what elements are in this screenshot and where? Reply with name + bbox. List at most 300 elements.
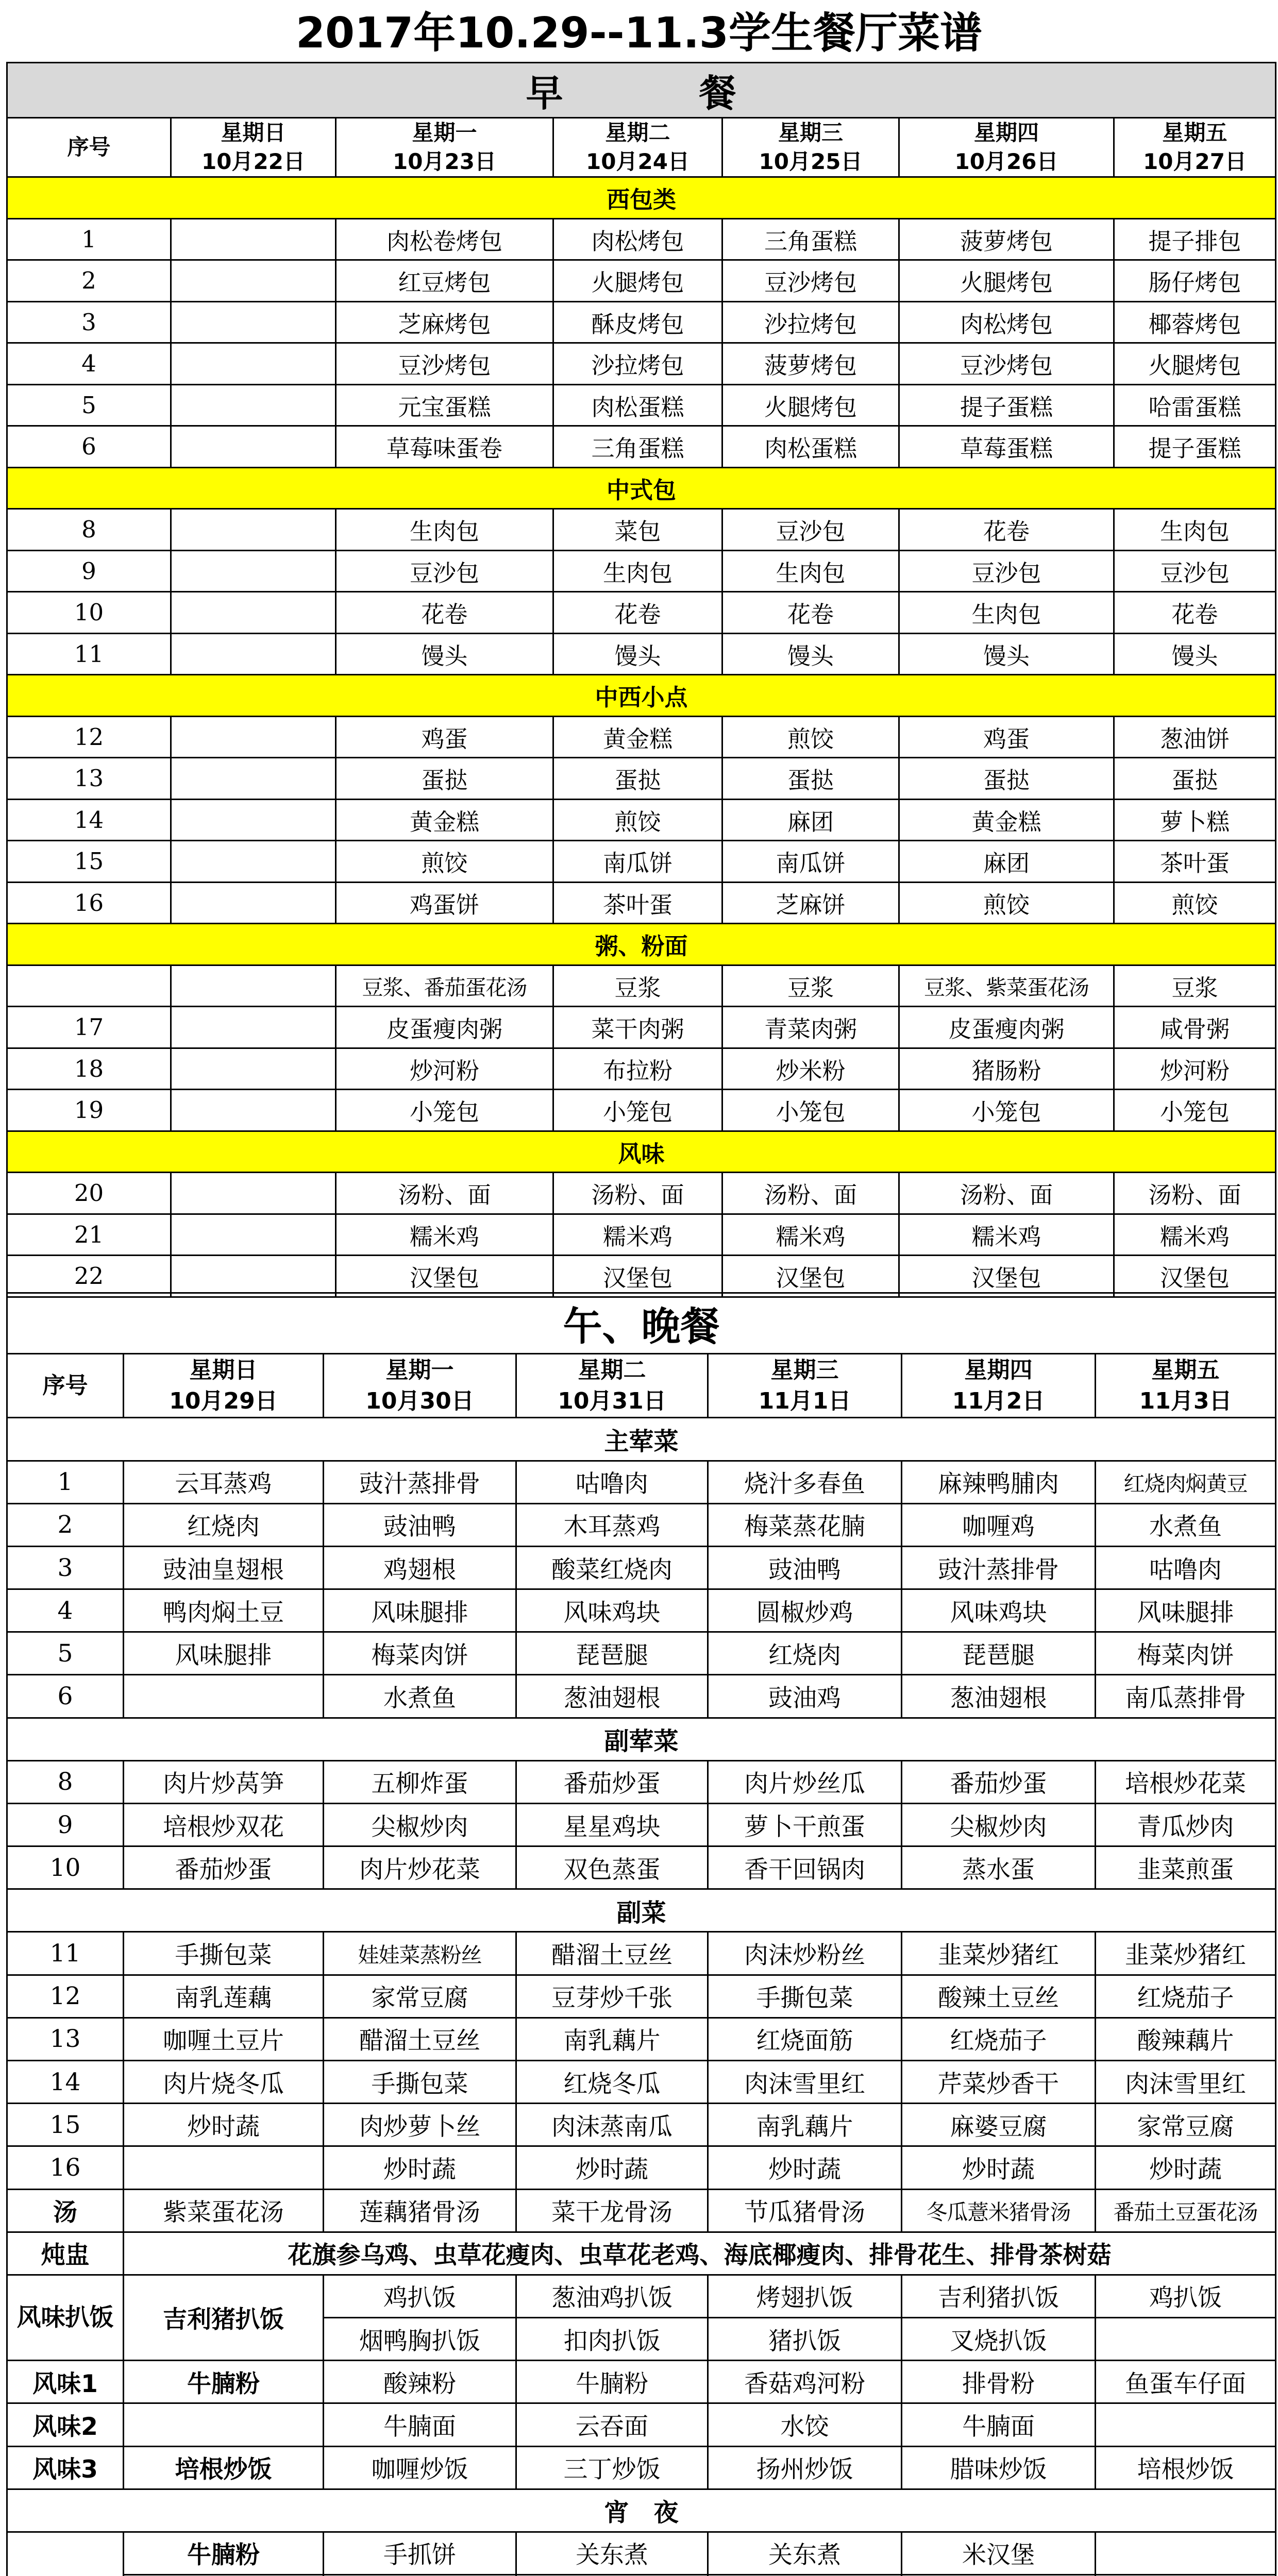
breakfast-header-col-6-date: 10月27日 bbox=[1143, 149, 1247, 174]
menu-cell: 鸡扒饭 bbox=[324, 2275, 516, 2317]
row-number: 4 bbox=[7, 1589, 124, 1632]
breakfast-category-row bbox=[7, 177, 1276, 219]
menu-cell: 菠萝烤包 bbox=[899, 218, 1114, 260]
menu-cell: 番茄炒蛋 bbox=[516, 1760, 708, 1803]
breakfast-header-col-3-date: 10月24日 bbox=[586, 149, 690, 174]
lunch-item-row bbox=[7, 1675, 1276, 1718]
menu-cell: 菜包 bbox=[553, 509, 722, 551]
menu-cell: 肉片炒丝瓜 bbox=[708, 1760, 902, 1803]
menu-cell: 咕噜肉 bbox=[516, 1461, 708, 1503]
menu-cell: 烤翅扒饭 bbox=[708, 2275, 902, 2317]
menu-cell: 韭菜炒猪红 bbox=[902, 1932, 1096, 1975]
menu-cell: 风味腿排 bbox=[1096, 1589, 1276, 1632]
soup-cell: 番茄土豆蛋花汤 bbox=[1096, 2189, 1276, 2232]
menu-cell: 红烧茄子 bbox=[902, 2018, 1096, 2060]
lunch-section-row bbox=[7, 1293, 1276, 1354]
lunch-category-label: 副菜 bbox=[7, 1889, 1276, 1932]
row-number: 4 bbox=[7, 343, 171, 385]
breakfast-category-label: 中西小点 bbox=[7, 675, 1276, 717]
lunch-header-col-2-date: 10月30日 bbox=[365, 1387, 474, 1414]
menu-cell: 豆沙烤包 bbox=[899, 343, 1114, 385]
menu-cell: 皮蛋瘦肉粥 bbox=[336, 1007, 553, 1048]
lunch-item-row bbox=[7, 1932, 1276, 1975]
menu-cell: 豆沙包 bbox=[722, 509, 899, 551]
menu-cell: 豆芽炒千张 bbox=[516, 1975, 708, 2018]
menu-cell: 烟鸭胸扒饭 bbox=[324, 2318, 516, 2361]
row-number: 17 bbox=[7, 1007, 171, 1048]
menu-cell: 糯米鸡 bbox=[899, 1214, 1114, 1256]
flavor1-row bbox=[7, 2361, 1276, 2403]
row-number: 22 bbox=[7, 1256, 171, 1297]
menu-cell: 火腿烤包 bbox=[899, 260, 1114, 302]
row-number: 16 bbox=[7, 882, 171, 924]
flavor1-name: 牛腩粉 bbox=[124, 2361, 324, 2403]
menu-cell bbox=[171, 758, 336, 800]
lunch-header-col-4 bbox=[708, 1353, 902, 1418]
row-number: 18 bbox=[7, 1048, 171, 1090]
menu-cell: 炒时蔬 bbox=[516, 2146, 708, 2189]
menu-cell: 琵琶腿 bbox=[902, 1632, 1096, 1675]
menu-cell: 花卷 bbox=[899, 509, 1114, 551]
soup-cell: 莲藕猪骨汤 bbox=[324, 2189, 516, 2232]
menu-cell bbox=[171, 1173, 336, 1214]
lunch-section-title: 午、晚餐 bbox=[7, 1293, 1276, 1354]
menu-cell: 咸骨粥 bbox=[1114, 1007, 1276, 1048]
row-number: 11 bbox=[7, 1932, 124, 1975]
night-item-name: 牛腩粉 bbox=[124, 2532, 324, 2574]
menu-cell bbox=[171, 1090, 336, 1131]
flavor-rice-name: 吉利猪扒饭 bbox=[124, 2275, 324, 2360]
menu-cell: 肉松卷烤包 bbox=[336, 218, 553, 260]
menu-cell: 茶叶蛋 bbox=[553, 882, 722, 924]
menu-cell bbox=[171, 1007, 336, 1048]
menu-cell: 炒时蔬 bbox=[1096, 2146, 1276, 2189]
menu-cell: 咖喱土豆片 bbox=[124, 2018, 324, 2060]
menu-cell: 扬州炒饭 bbox=[708, 2446, 902, 2489]
breakfast-section-row bbox=[7, 63, 1276, 118]
lunch-header-col-3 bbox=[516, 1353, 708, 1418]
menu-cell: 红烧肉 bbox=[124, 1503, 324, 1546]
menu-cell: 炒河粉 bbox=[336, 1048, 553, 1090]
breakfast-header-col-1 bbox=[171, 118, 336, 177]
menu-cell: 煎饺 bbox=[336, 841, 553, 883]
breakfast-item-row bbox=[7, 965, 1276, 1007]
menu-cell: 红烧面筋 bbox=[708, 2018, 902, 2060]
breakfast-item-row bbox=[7, 301, 1276, 343]
row-number: 2 bbox=[7, 260, 171, 302]
menu-cell: 生肉包 bbox=[899, 592, 1114, 634]
menu-cell: 培根炒饭 bbox=[1096, 2446, 1276, 2489]
row-number: 10 bbox=[7, 592, 171, 634]
soup-label: 汤 bbox=[7, 2189, 124, 2232]
menu-cell: 红烧冬瓜 bbox=[516, 2060, 708, 2103]
stew-label: 炖盅 bbox=[7, 2232, 124, 2275]
breakfast-item-row bbox=[7, 841, 1276, 883]
breakfast-item-row bbox=[7, 1007, 1276, 1048]
menu-cell: 煎饺 bbox=[722, 716, 899, 758]
menu-cell: 关东煮 bbox=[708, 2532, 902, 2574]
menu-cell: 牛腩粉 bbox=[516, 2361, 708, 2403]
menu-cell: 豆浆、紫菜蛋花汤 bbox=[899, 965, 1114, 1007]
breakfast-header-col-3 bbox=[553, 118, 722, 177]
breakfast-item-row bbox=[7, 550, 1276, 592]
menu-cell: 排骨粉 bbox=[902, 2361, 1096, 2403]
menu-cell: 咖喱炒饭 bbox=[324, 2446, 516, 2489]
menu-cell: 韭菜炒猪红 bbox=[1096, 1932, 1276, 1975]
menu-cell: 汉堡包 bbox=[1114, 1256, 1276, 1297]
menu-cell: 南瓜饼 bbox=[553, 841, 722, 883]
menu-cell: 水煮鱼 bbox=[1096, 1503, 1276, 1546]
menu-cell bbox=[1096, 2532, 1276, 2574]
row-number: 21 bbox=[7, 1214, 171, 1256]
menu-cell: 鸡扒饭 bbox=[1096, 2275, 1276, 2317]
night-section-title: 宵 夜 bbox=[7, 2489, 1276, 2532]
breakfast-header-col-0-weekday: 序号 bbox=[67, 134, 111, 160]
menu-cell: 小笼包 bbox=[722, 1090, 899, 1131]
menu-cell: 梅菜肉饼 bbox=[1096, 1632, 1276, 1675]
breakfast-header-col-4-weekday: 星期三 bbox=[778, 120, 843, 145]
breakfast-header-col-1-date: 10月22日 bbox=[201, 149, 305, 174]
menu-cell: 腊味炒饭 bbox=[902, 2446, 1096, 2489]
menu-cell: 鸡蛋饼 bbox=[336, 882, 553, 924]
menu-cell: 元宝蛋糕 bbox=[336, 384, 553, 426]
menu-cell: 韭菜煎蛋 bbox=[1096, 1846, 1276, 1889]
lunch-header-col-5-weekday: 星期四 bbox=[964, 1357, 1033, 1383]
menu-cell: 番茄炒蛋 bbox=[124, 1846, 324, 1889]
lunch-header-col-3-date: 10月31日 bbox=[558, 1387, 666, 1414]
menu-cell: 风味腿排 bbox=[324, 1589, 516, 1632]
flavor-rice-label: 风味扒饭 bbox=[7, 2275, 124, 2360]
lunch-header-col-1-weekday: 星期日 bbox=[189, 1357, 258, 1383]
menu-cell: 汤粉、面 bbox=[1114, 1173, 1276, 1214]
menu-cell: 鱼蛋车仔面 bbox=[1096, 2361, 1276, 2403]
menu-cell: 肉沫蒸南瓜 bbox=[516, 2104, 708, 2146]
menu-cell: 葱油鸡扒饭 bbox=[516, 2275, 708, 2317]
menu-cell: 尖椒炒肉 bbox=[324, 1803, 516, 1846]
menu-cell: 提子蛋糕 bbox=[1114, 426, 1276, 468]
breakfast-item-row bbox=[7, 260, 1276, 302]
lunch-header-col-4-date: 11月1日 bbox=[758, 1387, 851, 1414]
soup-row bbox=[7, 2189, 1276, 2232]
menu-cell: 手撕包菜 bbox=[708, 1975, 902, 2018]
menu-cell: 糯米鸡 bbox=[336, 1214, 553, 1256]
menu-cell: 扣肉扒饭 bbox=[516, 2318, 708, 2361]
breakfast-item-row bbox=[7, 509, 1276, 551]
menu-cell: 煎饺 bbox=[553, 799, 722, 841]
menu-cell: 沙拉烤包 bbox=[722, 301, 899, 343]
menu-cell: 麻婆豆腐 bbox=[902, 2104, 1096, 2146]
lunch-item-row bbox=[7, 1760, 1276, 1803]
menu-cell: 南乳藕片 bbox=[708, 2104, 902, 2146]
menu-cell: 皮蛋瘦肉粥 bbox=[899, 1007, 1114, 1048]
breakfast-item-row bbox=[7, 426, 1276, 468]
lunch-category-row bbox=[7, 1889, 1276, 1932]
menu-cell: 南瓜蒸排骨 bbox=[1096, 1675, 1276, 1718]
menu-cell: 香菇鸡河粉 bbox=[708, 2361, 902, 2403]
lunch-header-col-1 bbox=[124, 1353, 324, 1418]
menu-cell: 红烧肉 bbox=[708, 1632, 902, 1675]
menu-cell: 豉油鸭 bbox=[708, 1546, 902, 1589]
menu-cell: 咖喱鸡 bbox=[902, 1503, 1096, 1546]
breakfast-item-row bbox=[7, 882, 1276, 924]
menu-cell: 豉油鸡 bbox=[708, 1675, 902, 1718]
soup-cell: 紫菜蛋花汤 bbox=[124, 2189, 324, 2232]
menu-cell: 蒸水蛋 bbox=[902, 1846, 1096, 1889]
menu-cell: 蛋挞 bbox=[553, 758, 722, 800]
menu-cell: 哈雷蛋糕 bbox=[1114, 384, 1276, 426]
row-number: 3 bbox=[7, 301, 171, 343]
menu-cell: 馒头 bbox=[722, 633, 899, 675]
menu-cell: 炒米粉 bbox=[722, 1048, 899, 1090]
menu-cell: 汤粉、面 bbox=[722, 1173, 899, 1214]
menu-cell bbox=[171, 633, 336, 675]
row-number: 3 bbox=[7, 1546, 124, 1589]
menu-cell: 蛋挞 bbox=[336, 758, 553, 800]
menu-cell: 馒头 bbox=[899, 633, 1114, 675]
breakfast-item-row bbox=[7, 343, 1276, 385]
menu-cell: 红烧茄子 bbox=[1096, 1975, 1276, 2018]
menu-cell: 关东煮 bbox=[516, 2532, 708, 2574]
lunch-dinner-table bbox=[6, 1292, 1276, 2576]
menu-cell: 生肉包 bbox=[722, 550, 899, 592]
menu-cell: 酸菜红烧肉 bbox=[516, 1546, 708, 1589]
menu-cell: 布拉粉 bbox=[553, 1048, 722, 1090]
lunch-header-row bbox=[7, 1353, 1276, 1418]
menu-cell: 炒时蔬 bbox=[708, 2146, 902, 2189]
row-number: 11 bbox=[7, 633, 171, 675]
lunch-item-row bbox=[7, 1546, 1276, 1589]
row-number bbox=[7, 965, 171, 1007]
stew-row bbox=[7, 2232, 1276, 2275]
menu-cell: 豆浆 bbox=[1114, 965, 1276, 1007]
menu-cell: 猪扒饭 bbox=[708, 2318, 902, 2361]
lunch-item-row bbox=[7, 1461, 1276, 1503]
lunch-category-row bbox=[7, 1718, 1276, 1760]
menu-cell: 叉烧扒饭 bbox=[902, 2318, 1096, 2361]
menu-cell: 汉堡包 bbox=[722, 1256, 899, 1297]
menu-cell: 云耳蒸鸡 bbox=[124, 1461, 324, 1503]
menu-cell bbox=[171, 260, 336, 302]
night-item-row bbox=[7, 2532, 1276, 2574]
stew-items: 花旗参乌鸡、虫草花瘦肉、虫草花老鸡、海底椰瘦肉、排骨花生、排骨茶树菇 bbox=[124, 2232, 1276, 2275]
breakfast-item-row bbox=[7, 1048, 1276, 1090]
flavor2-name bbox=[124, 2403, 324, 2446]
lunch-item-row bbox=[7, 2146, 1276, 2189]
breakfast-category-label: 中式包 bbox=[7, 467, 1276, 509]
lunch-header-col-2-weekday: 星期一 bbox=[385, 1357, 454, 1383]
menu-cell: 星星鸡块 bbox=[516, 1803, 708, 1846]
menu-cell: 云吞面 bbox=[516, 2403, 708, 2446]
lunch-category-row bbox=[7, 1418, 1276, 1461]
menu-cell: 肉片炒花菜 bbox=[324, 1846, 516, 1889]
menu-cell: 豉油鸭 bbox=[324, 1503, 516, 1546]
menu-cell: 豆沙烤包 bbox=[336, 343, 553, 385]
menu-cell: 糯米鸡 bbox=[1114, 1214, 1276, 1256]
menu-cell: 芝麻烤包 bbox=[336, 301, 553, 343]
menu-cell: 小笼包 bbox=[336, 1090, 553, 1131]
menu-cell: 火腿烤包 bbox=[553, 260, 722, 302]
menu-cell: 椰蓉烤包 bbox=[1114, 301, 1276, 343]
menu-cell: 南乳藕片 bbox=[516, 2018, 708, 2060]
menu-cell: 鸡蛋 bbox=[899, 716, 1114, 758]
lunch-header-col-5 bbox=[902, 1353, 1096, 1418]
menu-cell: 南乳莲藕 bbox=[124, 1975, 324, 2018]
row-number: 2 bbox=[7, 1503, 124, 1546]
breakfast-category-row bbox=[7, 675, 1276, 717]
menu-cell: 馒头 bbox=[1114, 633, 1276, 675]
menu-cell: 汉堡包 bbox=[553, 1256, 722, 1297]
menu-cell: 琵琶腿 bbox=[516, 1632, 708, 1675]
breakfast-item-row bbox=[7, 633, 1276, 675]
menu-cell: 汤粉、面 bbox=[336, 1173, 553, 1214]
menu-cell: 提子蛋糕 bbox=[899, 384, 1114, 426]
menu-cell bbox=[171, 550, 336, 592]
lunch-item-row bbox=[7, 1589, 1276, 1632]
row-number: 14 bbox=[7, 799, 171, 841]
menu-cell: 馒头 bbox=[553, 633, 722, 675]
breakfast-header-col-2-date: 10月23日 bbox=[393, 149, 496, 174]
menu-cell: 肉松蛋糕 bbox=[722, 426, 899, 468]
menu-cell: 醋溜土豆丝 bbox=[324, 2018, 516, 2060]
menu-cell: 南瓜饼 bbox=[722, 841, 899, 883]
row-number: 5 bbox=[7, 384, 171, 426]
menu-cell: 梅菜蒸花腩 bbox=[708, 1503, 902, 1546]
breakfast-item-row bbox=[7, 799, 1276, 841]
flavor2-row bbox=[7, 2403, 1276, 2446]
menu-cell: 肠仔烤包 bbox=[1114, 260, 1276, 302]
lunch-header-col-6-weekday: 星期五 bbox=[1151, 1357, 1220, 1383]
menu-cell: 香干回锅肉 bbox=[708, 1846, 902, 1889]
menu-cell bbox=[171, 799, 336, 841]
menu-cell: 茶叶蛋 bbox=[1114, 841, 1276, 883]
row-number: 19 bbox=[7, 1090, 171, 1131]
menu-cell: 肉沫雪里红 bbox=[1096, 2060, 1276, 2103]
lunch-header-col-3-weekday: 星期二 bbox=[578, 1357, 646, 1383]
menu-cell bbox=[171, 343, 336, 385]
menu-cell: 小笼包 bbox=[553, 1090, 722, 1131]
menu-cell: 培根炒双花 bbox=[124, 1803, 324, 1846]
menu-cell: 手撕包菜 bbox=[124, 1932, 324, 1975]
menu-cell: 花卷 bbox=[336, 592, 553, 634]
menu-cell: 煎饺 bbox=[899, 882, 1114, 924]
menu-cell: 汤粉、面 bbox=[899, 1173, 1114, 1214]
menu-cell: 醋溜土豆丝 bbox=[516, 1932, 708, 1975]
menu-cell bbox=[171, 1214, 336, 1256]
menu-cell: 葱油翅根 bbox=[516, 1675, 708, 1718]
menu-cell: 蛋挞 bbox=[1114, 758, 1276, 800]
menu-cell: 咕噜肉 bbox=[1096, 1546, 1276, 1589]
menu-cell: 炒时蔬 bbox=[324, 2146, 516, 2189]
lunch-header-col-1-date: 10月29日 bbox=[169, 1387, 278, 1414]
breakfast-item-row bbox=[7, 1173, 1276, 1214]
lunch-item-row bbox=[7, 2060, 1276, 2103]
menu-cell: 五柳炸蛋 bbox=[324, 1760, 516, 1803]
menu-cell: 生肉包 bbox=[336, 509, 553, 551]
menu-cell: 沙拉烤包 bbox=[553, 343, 722, 385]
menu-cell bbox=[1096, 2318, 1276, 2361]
page-title: 2017年10.29--11.3学生餐厅菜谱 bbox=[296, 9, 982, 58]
lunch-item-row bbox=[7, 2018, 1276, 2060]
row-number: 13 bbox=[7, 758, 171, 800]
menu-cell: 肉片烧冬瓜 bbox=[124, 2060, 324, 2103]
menu-cell bbox=[171, 841, 336, 883]
menu-cell: 红烧肉焖黄豆 bbox=[1096, 1461, 1276, 1503]
menu-cell: 蛋挞 bbox=[722, 758, 899, 800]
menu-cell: 麻团 bbox=[899, 841, 1114, 883]
menu-cell: 火腿烤包 bbox=[722, 384, 899, 426]
menu-cell: 炒河粉 bbox=[1114, 1048, 1276, 1090]
flavor3-name: 培根炒饭 bbox=[124, 2446, 324, 2489]
menu-cell: 水饺 bbox=[708, 2403, 902, 2446]
menu-cell: 牛腩面 bbox=[902, 2403, 1096, 2446]
breakfast-header-col-0 bbox=[7, 118, 171, 177]
breakfast-item-row bbox=[7, 1214, 1276, 1256]
breakfast-header-col-4 bbox=[722, 118, 899, 177]
lunch-item-row bbox=[7, 1632, 1276, 1675]
menu-cell: 培根炒花菜 bbox=[1096, 1760, 1276, 1803]
soup-cell: 节瓜猪骨汤 bbox=[708, 2189, 902, 2232]
menu-cell: 肉沫炒粉丝 bbox=[708, 1932, 902, 1975]
menu-cell: 菜干肉粥 bbox=[553, 1007, 722, 1048]
lunch-item-row bbox=[7, 2104, 1276, 2146]
menu-cell: 糯米鸡 bbox=[722, 1214, 899, 1256]
menu-cell: 草莓味蛋卷 bbox=[336, 426, 553, 468]
menu-cell: 豆沙烤包 bbox=[722, 260, 899, 302]
flavor3-label: 风味3 bbox=[7, 2446, 124, 2489]
breakfast-item-row bbox=[7, 1256, 1276, 1297]
menu-cell: 黄金糕 bbox=[899, 799, 1114, 841]
menu-cell: 黄金糕 bbox=[336, 799, 553, 841]
menu-cell: 糯米鸡 bbox=[553, 1214, 722, 1256]
row-number: 6 bbox=[7, 426, 171, 468]
row-number: 14 bbox=[7, 2060, 124, 2103]
row-number: 9 bbox=[7, 1803, 124, 1846]
menu-cell: 鸡蛋 bbox=[336, 716, 553, 758]
menu-cell: 草莓蛋糕 bbox=[899, 426, 1114, 468]
lunch-header-col-2 bbox=[324, 1353, 516, 1418]
menu-cell: 煎饺 bbox=[1114, 882, 1276, 924]
menu-cell: 酸辣土豆丝 bbox=[902, 1975, 1096, 2018]
menu-cell: 豆沙包 bbox=[899, 550, 1114, 592]
menu-cell: 提子排包 bbox=[1114, 218, 1276, 260]
menu-cell: 风味鸡块 bbox=[516, 1589, 708, 1632]
row-number: 6 bbox=[7, 1675, 124, 1718]
menu-cell: 小笼包 bbox=[899, 1090, 1114, 1131]
menu-cell: 葱油饼 bbox=[1114, 716, 1276, 758]
menu-cell: 尖椒炒肉 bbox=[902, 1803, 1096, 1846]
menu-cell: 梅菜肉饼 bbox=[324, 1632, 516, 1675]
menu-cell: 豉油皇翅根 bbox=[124, 1546, 324, 1589]
menu-cell: 手抓饼 bbox=[324, 2532, 516, 2574]
breakfast-header-col-4-date: 10月25日 bbox=[759, 149, 863, 174]
lunch-category-label: 主荤菜 bbox=[7, 1418, 1276, 1461]
menu-cell: 猪肠粉 bbox=[899, 1048, 1114, 1090]
menu-cell: 豆浆、番茄蛋花汤 bbox=[336, 965, 553, 1007]
menu-cell bbox=[171, 965, 336, 1007]
breakfast-header-col-5-weekday: 星期四 bbox=[973, 120, 1039, 145]
breakfast-header-col-5-date: 10月26日 bbox=[954, 149, 1058, 174]
menu-cell: 芹菜炒香干 bbox=[902, 2060, 1096, 2103]
row-number: 15 bbox=[7, 841, 171, 883]
menu-cell bbox=[1096, 2403, 1276, 2446]
breakfast-header-col-3-weekday: 星期二 bbox=[605, 120, 670, 145]
row-number: 5 bbox=[7, 1632, 124, 1675]
lunch-header-col-6-date: 11月3日 bbox=[1139, 1387, 1232, 1414]
menu-cell: 馒头 bbox=[336, 633, 553, 675]
menu-cell bbox=[124, 1675, 324, 1718]
menu-cell bbox=[171, 301, 336, 343]
menu-cell bbox=[171, 509, 336, 551]
